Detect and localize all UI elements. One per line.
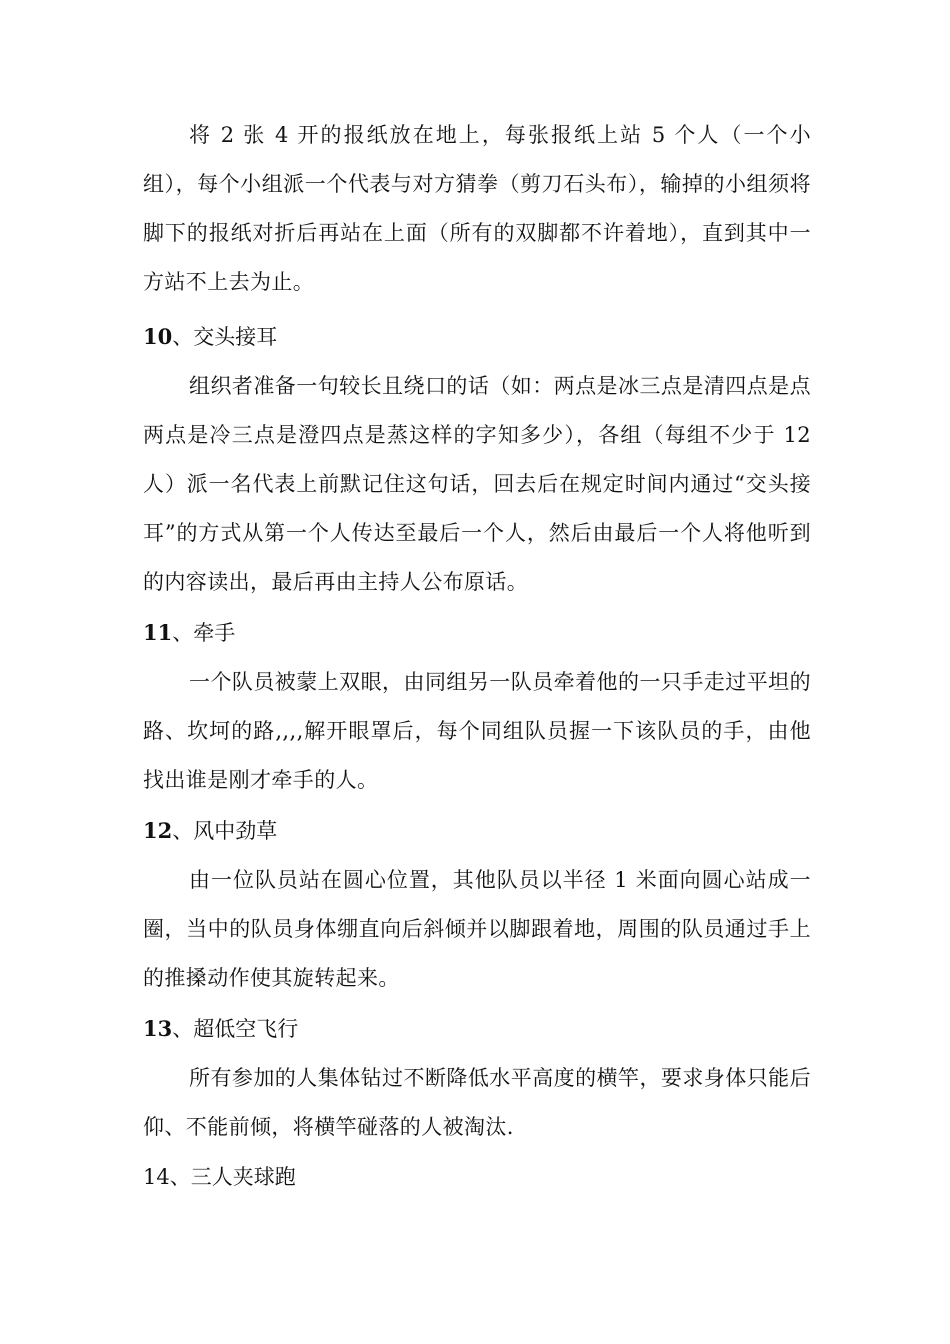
- section-14-heading: [143, 1153, 811, 1202]
- section-10-paragraph: 组织者准备一句较长且绕口的话（如：两点是冰三点是清四点是点两点是冷三点是澄四点是蒸这样的字知多少），各组（每组不少于 12 人）派一名代表上前默记住这句话，回去后在规定时间内通过“交头接耳”的方式从第一个人传达至最后一个人，然后由最后一个人将他听到的内容读出，最后再由主持人公布原话。: [143, 374, 811, 594]
- section-10-separator: 、: [172, 325, 194, 349]
- section-12-number: 12: [143, 818, 173, 843]
- section-13-paragraph: 所有参加的人集体钻过不断降低水平高度的横竿，要求身体只能后仰、不能前倾，将横竿碰落的人被淘汰.: [143, 1066, 811, 1139]
- section-12: [143, 806, 811, 1003]
- section-10: [143, 312, 811, 607]
- section-11-heading: [143, 608, 811, 658]
- section-10-number: 10: [143, 324, 173, 349]
- section-12-heading: [143, 806, 811, 856]
- section-11-separator: 、: [172, 621, 194, 645]
- newspaper-game-section: [143, 111, 811, 307]
- section-13: [143, 1004, 811, 1152]
- section-11: [143, 608, 811, 805]
- section-11-number: 11: [143, 620, 173, 645]
- section-14-title: 三人夹球跑: [190, 1165, 296, 1189]
- section-13-heading: [143, 1004, 811, 1054]
- section-10-title: 交头接耳: [193, 325, 278, 349]
- section-11-title: 牵手: [193, 621, 236, 645]
- section-12-paragraph: 由一位队员站在圆心位置，其他队员以半径 1 米面向圆心站成一圈，当中的队员身体绷直向后斜倾并以脚跟着地，周围的队员通过手上的推搡动作使其旋转起来。: [143, 868, 811, 990]
- section-12-separator: 、: [172, 819, 194, 843]
- section-14: [143, 1153, 811, 1202]
- section-11-paragraph: 一个队员被蒙上双眼，由同组另一队员牵着他的一只手走过平坦的路、坎坷的路,,,,解开眼罩后，每个同组队员握一下该队员的手，由他找出谁是刚才牵手的人。: [143, 670, 811, 792]
- section-13-separator: 、: [172, 1017, 194, 1041]
- section-13-title: 超低空飞行: [193, 1017, 299, 1041]
- newspaper-game-paragraph: 将 2 张 4 开的报纸放在地上，每张报纸上站 5 个人（一个小组），每个小组派一个代表与对方猜拳（剪刀石头布），输掉的小组须将脚下的报纸对折后再站在上面（所有的双脚都不许着地），直到其中一方站不上去为止。: [143, 123, 811, 294]
- section-13-number: 13: [143, 1016, 173, 1041]
- section-14-number: 14: [143, 1165, 170, 1189]
- section-12-title: 风中劲草: [193, 819, 278, 843]
- section-10-heading: [143, 312, 811, 362]
- section-14-separator: 、: [169, 1165, 191, 1189]
